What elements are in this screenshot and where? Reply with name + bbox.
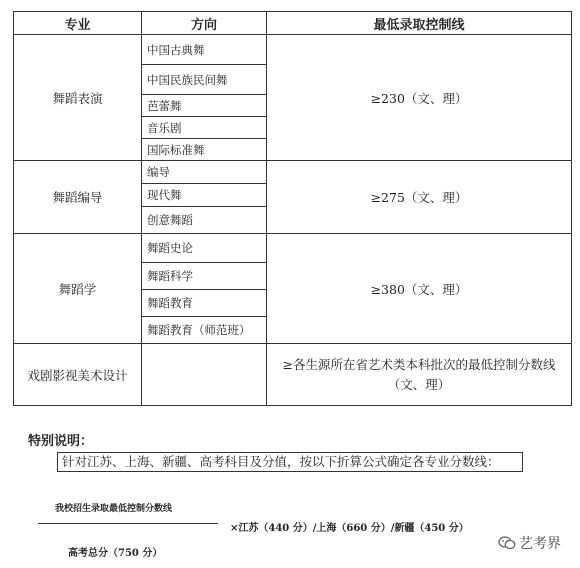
direction-cell: 创意舞蹈 (142, 207, 267, 234)
special-note-box: 针对江苏、上海、新疆、高考科目及分值，按以下折算公式确定各专业分数线： (57, 452, 523, 472)
table-row (14, 35, 572, 65)
score-cell (267, 344, 572, 406)
score-line: ≥各生源所在省艺术类本科批次的最低控制分数线 (282, 356, 556, 372)
direction-cell: 芭蕾舞 (142, 95, 267, 117)
special-note-title: 特别说明： (28, 434, 94, 449)
direction-cell: 舞蹈史论 (142, 234, 267, 263)
wechat-icon (498, 536, 516, 550)
header-major: 专业 (14, 12, 142, 35)
direction-cell: 现代舞 (142, 184, 267, 207)
watermark-text: 艺考界 (519, 536, 561, 552)
score-line: （文、理） (387, 376, 451, 392)
formula-multiplier: ×江苏（440 分）/上海（660 分）/新疆（450 分） (230, 523, 469, 534)
admission-score-table (13, 11, 572, 406)
score-cell: ≥380（文、理） (267, 234, 572, 344)
direction-cell (142, 344, 267, 406)
direction-cell: 舞蹈科学 (142, 263, 267, 290)
direction-cell: 音乐剧 (142, 117, 267, 139)
header-direction: 方向 (142, 12, 267, 35)
table-row (14, 161, 572, 184)
fraction-line (38, 523, 218, 524)
table-row (14, 344, 572, 406)
direction-cell: 舞蹈教育（师范班） (142, 317, 267, 344)
direction-cell: 国际标准舞 (142, 139, 267, 161)
table-row (14, 234, 572, 263)
direction-cell: 舞蹈教育 (142, 290, 267, 317)
major-cell: 戏剧影视美术设计 (14, 344, 142, 406)
watermark (498, 533, 561, 553)
major-cell: 舞蹈编导 (14, 161, 142, 234)
major-cell: 舞蹈表演 (14, 35, 142, 161)
table-header-row (14, 12, 572, 35)
formula-numerator: 我校招生录取最低控制分数线 (55, 504, 173, 514)
direction-cell: 编导 (142, 161, 267, 184)
direction-cell: 中国古典舞 (142, 35, 267, 65)
header-min-score: 最低录取控制线 (267, 12, 572, 35)
major-cell: 舞蹈学 (14, 234, 142, 344)
score-cell: ≥230（文、理） (267, 35, 572, 161)
direction-cell: 中国民族民间舞 (142, 65, 267, 95)
score-cell: ≥275（文、理） (267, 161, 572, 234)
formula-denominator: 高考总分（750 分） (68, 548, 163, 559)
